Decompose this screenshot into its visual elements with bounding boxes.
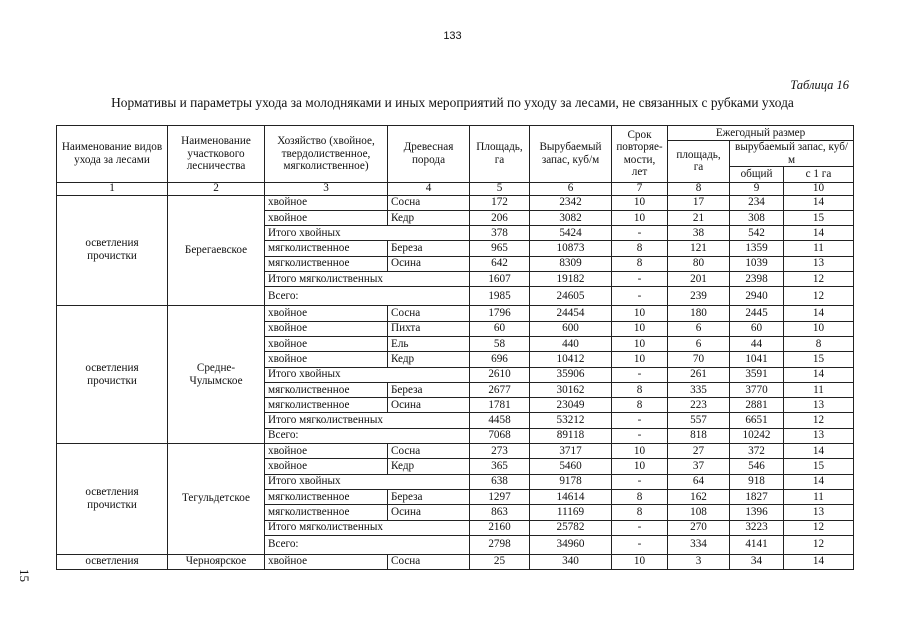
treatment-type-cell: осветления прочистки	[57, 444, 168, 555]
subtotal-label-cell: Итого мягколиственных	[265, 520, 470, 535]
farm-cell: мягколиственное	[265, 382, 388, 397]
column-numbers-row	[57, 182, 854, 195]
forestry-cell: Черноярское	[168, 554, 265, 569]
species-cell: Сосна	[388, 444, 470, 459]
per-ha-cell: 13	[784, 256, 854, 271]
volume-cell: 11169	[530, 505, 612, 520]
annual-total-cell: 1359	[730, 241, 784, 256]
annual-total-cell: 542	[730, 226, 784, 241]
per-ha-cell: 11	[784, 382, 854, 397]
header-annual-volume: вырубаемый запас, куб/м	[730, 141, 854, 167]
species-cell: Кедр	[388, 210, 470, 225]
farm-cell: мягколиственное	[265, 505, 388, 520]
farm-cell: мягколиственное	[265, 489, 388, 504]
period-cell: 8	[612, 505, 668, 520]
volume-cell: 89118	[530, 428, 612, 443]
col-number: 9	[730, 182, 784, 195]
per-ha-cell: 14	[784, 195, 854, 210]
header-volume: Вырубаемый запас, куб/м	[530, 126, 612, 183]
period-cell: 10	[612, 444, 668, 459]
area-cell: 2677	[470, 382, 530, 397]
per-ha-cell: 14	[784, 444, 854, 459]
treatment-type-cell: осветления прочистки	[57, 195, 168, 306]
farm-cell: хвойное	[265, 554, 388, 569]
per-ha-cell: 15	[784, 352, 854, 367]
col-number: 7	[612, 182, 668, 195]
species-cell: Сосна	[388, 195, 470, 210]
period-cell: -	[612, 474, 668, 489]
table-row	[57, 444, 854, 459]
per-ha-cell: 13	[784, 398, 854, 413]
col-number: 2	[168, 182, 265, 195]
volume-cell: 24454	[530, 306, 612, 321]
annual-total-cell: 2881	[730, 398, 784, 413]
farm-cell: хвойное	[265, 459, 388, 474]
species-cell: Кедр	[388, 459, 470, 474]
period-cell: 8	[612, 382, 668, 397]
species-cell: Осина	[388, 398, 470, 413]
annual-area-cell: 108	[668, 505, 730, 520]
subtotal-label-cell: Итого хвойных	[265, 226, 470, 241]
col-number: 6	[530, 182, 612, 195]
annual-total-cell: 2445	[730, 306, 784, 321]
annual-total-cell: 1039	[730, 256, 784, 271]
period-cell: 10	[612, 352, 668, 367]
table-row	[57, 195, 854, 210]
area-cell: 2160	[470, 520, 530, 535]
col-number: 1	[57, 182, 168, 195]
farm-cell: мягколиственное	[265, 241, 388, 256]
annual-total-cell: 372	[730, 444, 784, 459]
subtotal-label-cell: Всего:	[265, 428, 470, 443]
annual-total-cell: 6651	[730, 413, 784, 428]
volume-cell: 30162	[530, 382, 612, 397]
area-cell: 2798	[470, 535, 530, 554]
species-cell: Сосна	[388, 554, 470, 569]
area-cell: 863	[470, 505, 530, 520]
annual-total-cell: 1041	[730, 352, 784, 367]
annual-total-cell: 60	[730, 321, 784, 336]
area-cell: 60	[470, 321, 530, 336]
header-type: Наименование видов ухода за лесами	[57, 126, 168, 183]
annual-area-cell: 17	[668, 195, 730, 210]
annual-area-cell: 162	[668, 489, 730, 504]
per-ha-cell: 14	[784, 554, 854, 569]
annual-area-cell: 201	[668, 272, 730, 287]
subtotal-label-cell: Итого хвойных	[265, 474, 470, 489]
period-cell: 8	[612, 256, 668, 271]
area-cell: 1607	[470, 272, 530, 287]
table-row	[57, 554, 854, 569]
treatment-type-cell: осветления	[57, 554, 168, 569]
area-cell: 4458	[470, 413, 530, 428]
annual-area-cell: 121	[668, 241, 730, 256]
area-cell: 25	[470, 554, 530, 569]
table-title: Нормативы и параметры ухода за молодняками и иных мероприятий по уходу за лесами, не связанных с рубками ухода	[111, 95, 794, 110]
period-cell: -	[612, 413, 668, 428]
volume-cell: 340	[530, 554, 612, 569]
header-forestry: Наименование участкового лесничества	[168, 126, 265, 183]
period-cell: 10	[612, 321, 668, 336]
annual-total-cell: 10242	[730, 428, 784, 443]
species-cell: Осина	[388, 505, 470, 520]
per-ha-cell: 12	[784, 287, 854, 306]
col-number: 10	[784, 182, 854, 195]
page-number: 133	[443, 30, 462, 42]
header-row-1	[57, 126, 854, 141]
annual-area-cell: 270	[668, 520, 730, 535]
period-cell: 8	[612, 398, 668, 413]
side-page-number: 15	[17, 569, 32, 582]
annual-area-cell: 37	[668, 459, 730, 474]
per-ha-cell: 14	[784, 474, 854, 489]
annual-area-cell: 334	[668, 535, 730, 554]
subtotal-label-cell: Итого мягколиственных	[265, 272, 470, 287]
annual-total-cell: 2398	[730, 272, 784, 287]
area-cell: 206	[470, 210, 530, 225]
volume-cell: 5460	[530, 459, 612, 474]
annual-total-cell: 3223	[730, 520, 784, 535]
annual-area-cell: 239	[668, 287, 730, 306]
header-total: общий	[730, 167, 784, 182]
col-number: 8	[668, 182, 730, 195]
volume-cell: 440	[530, 336, 612, 351]
header-per-ha: с 1 га	[784, 167, 854, 182]
area-cell: 58	[470, 336, 530, 351]
farm-cell: хвойное	[265, 210, 388, 225]
subtotal-label-cell: Итого хвойных	[265, 367, 470, 382]
period-cell: 8	[612, 241, 668, 256]
annual-area-cell: 818	[668, 428, 730, 443]
annual-area-cell: 261	[668, 367, 730, 382]
farm-cell: мягколиственное	[265, 398, 388, 413]
farm-cell: хвойное	[265, 444, 388, 459]
annual-total-cell: 44	[730, 336, 784, 351]
species-cell: Береза	[388, 489, 470, 504]
species-cell: Пихта	[388, 321, 470, 336]
annual-area-cell: 21	[668, 210, 730, 225]
annual-total-cell: 3770	[730, 382, 784, 397]
annual-area-cell: 6	[668, 336, 730, 351]
period-cell: -	[612, 367, 668, 382]
volume-cell: 53212	[530, 413, 612, 428]
species-cell: Ель	[388, 336, 470, 351]
period-cell: -	[612, 226, 668, 241]
area-cell: 365	[470, 459, 530, 474]
farm-cell: хвойное	[265, 306, 388, 321]
period-cell: 8	[612, 489, 668, 504]
col-number: 3	[265, 182, 388, 195]
volume-cell: 14614	[530, 489, 612, 504]
annual-area-cell: 3	[668, 554, 730, 569]
per-ha-cell: 15	[784, 459, 854, 474]
per-ha-cell: 14	[784, 367, 854, 382]
per-ha-cell: 15	[784, 210, 854, 225]
annual-area-cell: 223	[668, 398, 730, 413]
annual-area-cell: 180	[668, 306, 730, 321]
per-ha-cell: 12	[784, 535, 854, 554]
annual-total-cell: 2940	[730, 287, 784, 306]
per-ha-cell: 14	[784, 226, 854, 241]
period-cell: 10	[612, 459, 668, 474]
volume-cell: 10412	[530, 352, 612, 367]
period-cell: -	[612, 520, 668, 535]
per-ha-cell: 14	[784, 306, 854, 321]
forestry-cell: Тегульдетское	[168, 444, 265, 555]
area-cell: 7068	[470, 428, 530, 443]
period-cell: 10	[612, 554, 668, 569]
annual-total-cell: 234	[730, 195, 784, 210]
area-cell: 1297	[470, 489, 530, 504]
annual-area-cell: 27	[668, 444, 730, 459]
annual-total-cell: 918	[730, 474, 784, 489]
per-ha-cell: 10	[784, 321, 854, 336]
treatment-type-cell: осветления прочистки	[57, 306, 168, 444]
area-cell: 1781	[470, 398, 530, 413]
farm-cell: мягколиственное	[265, 256, 388, 271]
subtotal-label-cell: Всего:	[265, 535, 470, 554]
area-cell: 172	[470, 195, 530, 210]
header-annual-area: площадь, га	[668, 141, 730, 182]
farm-cell: хвойное	[265, 352, 388, 367]
species-cell: Сосна	[388, 306, 470, 321]
species-cell: Кедр	[388, 352, 470, 367]
annual-total-cell: 1827	[730, 489, 784, 504]
volume-cell: 3717	[530, 444, 612, 459]
annual-total-cell: 1396	[730, 505, 784, 520]
header-annual: Ежегодный размер	[668, 126, 854, 141]
volume-cell: 10873	[530, 241, 612, 256]
subtotal-label-cell: Итого мягколиственных	[265, 413, 470, 428]
volume-cell: 23049	[530, 398, 612, 413]
volume-cell: 19182	[530, 272, 612, 287]
farm-cell: хвойное	[265, 321, 388, 336]
period-cell: 10	[612, 210, 668, 225]
per-ha-cell: 11	[784, 241, 854, 256]
per-ha-cell: 13	[784, 428, 854, 443]
annual-area-cell: 557	[668, 413, 730, 428]
area-cell: 1796	[470, 306, 530, 321]
period-cell: -	[612, 535, 668, 554]
period-cell: -	[612, 428, 668, 443]
annual-area-cell: 64	[668, 474, 730, 489]
per-ha-cell: 12	[784, 520, 854, 535]
volume-cell: 24605	[530, 287, 612, 306]
col-number: 5	[470, 182, 530, 195]
area-cell: 638	[470, 474, 530, 489]
volume-cell: 35906	[530, 367, 612, 382]
header-species: Древесная порода	[388, 126, 470, 183]
per-ha-cell: 13	[784, 505, 854, 520]
species-cell: Береза	[388, 241, 470, 256]
annual-area-cell: 38	[668, 226, 730, 241]
annual-total-cell: 546	[730, 459, 784, 474]
area-cell: 378	[470, 226, 530, 241]
period-cell: 10	[612, 336, 668, 351]
annual-area-cell: 6	[668, 321, 730, 336]
annual-total-cell: 4141	[730, 535, 784, 554]
period-cell: -	[612, 272, 668, 287]
annual-total-cell: 34	[730, 554, 784, 569]
area-cell: 965	[470, 241, 530, 256]
annual-total-cell: 3591	[730, 367, 784, 382]
norms-table	[56, 125, 854, 570]
volume-cell: 9178	[530, 474, 612, 489]
volume-cell: 25782	[530, 520, 612, 535]
area-cell: 1985	[470, 287, 530, 306]
annual-area-cell: 335	[668, 382, 730, 397]
volume-cell: 3082	[530, 210, 612, 225]
farm-cell: хвойное	[265, 336, 388, 351]
table-label: Таблица 16	[790, 78, 849, 92]
forestry-cell: Берегаевское	[168, 195, 265, 306]
volume-cell: 2342	[530, 195, 612, 210]
volume-cell: 600	[530, 321, 612, 336]
farm-cell: хвойное	[265, 195, 388, 210]
period-cell: -	[612, 287, 668, 306]
header-area: Площадь, га	[470, 126, 530, 183]
annual-total-cell: 308	[730, 210, 784, 225]
subtotal-label-cell: Всего:	[265, 287, 470, 306]
area-cell: 273	[470, 444, 530, 459]
table-row	[57, 306, 854, 321]
header-period: Срок повторяе-мости, лет	[612, 126, 668, 183]
per-ha-cell: 11	[784, 489, 854, 504]
per-ha-cell: 12	[784, 272, 854, 287]
header-farm: Хозяйство (хвойное, твердолиственное, мягколиственное)	[265, 126, 388, 183]
forestry-cell: Средне-Чулымское	[168, 306, 265, 444]
area-cell: 696	[470, 352, 530, 367]
per-ha-cell: 12	[784, 413, 854, 428]
area-cell: 642	[470, 256, 530, 271]
volume-cell: 5424	[530, 226, 612, 241]
period-cell: 10	[612, 195, 668, 210]
col-number: 4	[388, 182, 470, 195]
volume-cell: 34960	[530, 535, 612, 554]
area-cell: 2610	[470, 367, 530, 382]
volume-cell: 8309	[530, 256, 612, 271]
species-cell: Береза	[388, 382, 470, 397]
annual-area-cell: 70	[668, 352, 730, 367]
period-cell: 10	[612, 306, 668, 321]
species-cell: Осина	[388, 256, 470, 271]
annual-area-cell: 80	[668, 256, 730, 271]
per-ha-cell: 8	[784, 336, 854, 351]
